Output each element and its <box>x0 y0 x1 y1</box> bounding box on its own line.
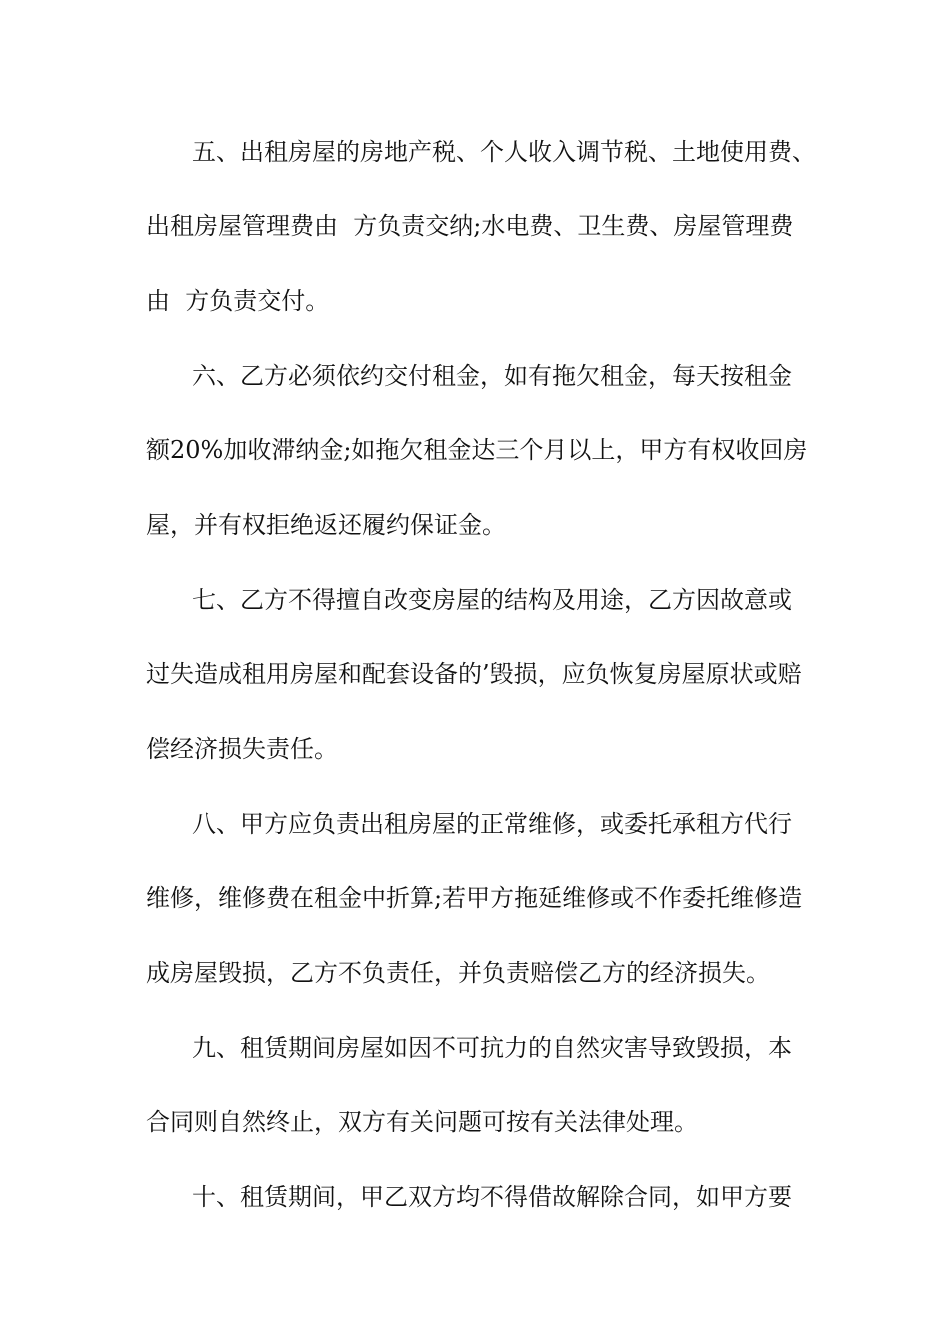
paragraph-9-line-1: 九、租赁期间房屋如因不可抗力的自然灾害导致毁损，本 <box>192 1034 792 1062</box>
paragraph-8-line-2: 维修，维修费在租金中折算;若甲方拖延维修或不作委托维修造 <box>146 884 803 912</box>
paragraph-7-line-1: 七、乙方不得擅自改变房屋的结构及用途，乙方因故意或 <box>192 586 792 614</box>
paragraph-8-line-1: 八、甲方应负责出租房屋的正常维修，或委托承租方代行 <box>192 810 792 838</box>
paragraph-6-line-3: 屋，并有权拒绝返还履约保证金。 <box>146 511 506 539</box>
paragraph-7-line-3: 偿经济损失责任。 <box>146 735 338 763</box>
paragraph-5-line-3: 由 方负责交付。 <box>146 287 330 315</box>
paragraph-6-line-1: 六、乙方必须依约交付租金，如有拖欠租金，每天按租金 <box>192 362 792 390</box>
paragraph-5-line-2: 出租房屋管理费由 方负责交纳;水电费、卫生费、房屋管理费 <box>146 212 794 240</box>
paragraph-5-line-1: 五、出租房屋的房地产税、个人收入调节税、土地使用费、 <box>192 138 816 166</box>
paragraph-7-line-2: 过失造成租用房屋和配套设备的’毁损，应负恢复房屋原状或赔 <box>146 660 802 688</box>
paragraph-10-line-1: 十、租赁期间，甲乙双方均不得借故解除合同，如甲方要 <box>192 1183 792 1211</box>
paragraph-6-line-2: 额20%加收滞纳金;如拖欠租金达三个月以上，甲方有权收回房 <box>146 436 808 464</box>
paragraph-9-line-2: 合同则自然终止，双方有关问题可按有关法律处理。 <box>146 1108 698 1136</box>
paragraph-8-line-3: 成房屋毁损，乙方不负责任，并负责赔偿乙方的经济损失。 <box>146 959 770 987</box>
